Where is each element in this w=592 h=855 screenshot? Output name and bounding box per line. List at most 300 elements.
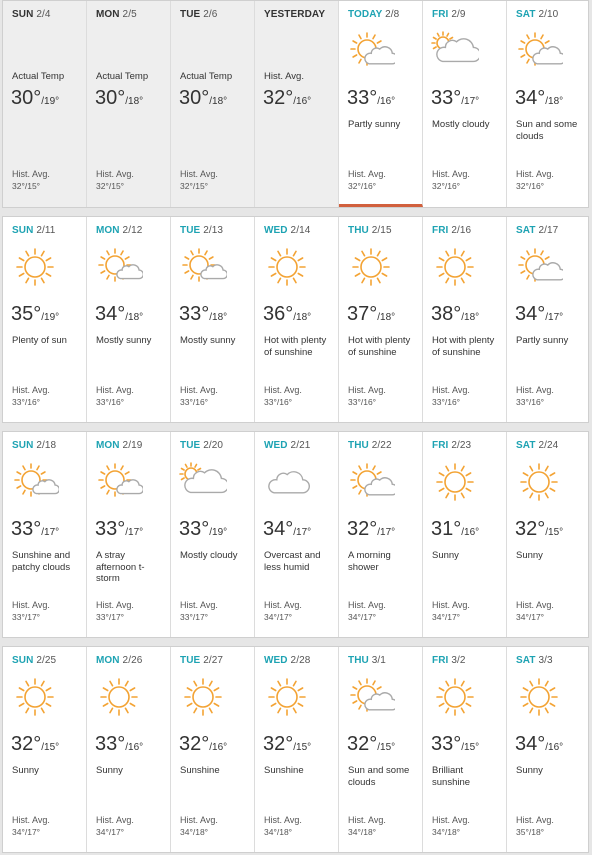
day-of-week: MON xyxy=(96,225,120,236)
day-date: 2/13 xyxy=(203,225,224,236)
day-card[interactable] xyxy=(171,217,255,422)
day-header xyxy=(348,225,392,236)
temperature xyxy=(179,303,227,326)
day-header xyxy=(432,440,471,451)
historical-average xyxy=(516,384,554,408)
mostly-sunny-icon xyxy=(95,462,143,502)
hist-avg-value: 32°/16° xyxy=(516,181,545,191)
day-of-week: SAT xyxy=(516,655,536,666)
day-header xyxy=(96,655,142,666)
condition-text: Sunny xyxy=(12,765,39,776)
low-temp: /15° xyxy=(545,527,564,538)
historical-average xyxy=(264,599,302,623)
hist-avg-value: 32°/15° xyxy=(96,181,125,191)
hist-avg-label: Hist. Avg. xyxy=(348,600,386,610)
high-temp: 33° xyxy=(11,518,42,540)
low-temp: /18° xyxy=(461,312,480,323)
high-temp: 38° xyxy=(431,303,462,325)
temperature xyxy=(95,733,143,756)
sunny-icon xyxy=(263,677,311,717)
day-card[interactable] xyxy=(3,217,87,422)
historical-average xyxy=(348,814,386,838)
cloudy-icon xyxy=(263,462,311,502)
hist-avg-label: Hist. Avg. xyxy=(264,385,302,395)
low-temp: /18° xyxy=(293,312,312,323)
hist-avg-label: Hist. Avg. xyxy=(516,815,554,825)
hist-avg-value: 34°/17° xyxy=(432,612,461,622)
historical-average xyxy=(432,814,470,838)
hist-avg-label: Hist. Avg. xyxy=(264,600,302,610)
high-temp: 33° xyxy=(347,87,378,109)
high-temp: 32° xyxy=(11,733,42,755)
day-card[interactable] xyxy=(507,217,588,422)
historical-average xyxy=(180,599,218,623)
day-of-week: FRI xyxy=(432,440,449,451)
condition-text: Overcast and less humid xyxy=(264,550,321,573)
hist-avg-value: 34°/18° xyxy=(348,827,377,837)
day-date: 3/1 xyxy=(371,655,386,666)
historical-average xyxy=(264,384,302,408)
day-header xyxy=(264,655,310,666)
day-of-week: FRI xyxy=(432,655,449,666)
day-card[interactable] xyxy=(423,217,507,422)
day-date: 2/16 xyxy=(451,225,472,236)
hist-avg-value: 34°/17° xyxy=(516,612,545,622)
high-temp: 35° xyxy=(11,303,42,325)
day-card[interactable] xyxy=(423,432,507,637)
day-of-week: FRI xyxy=(432,9,449,20)
day-of-week: MON xyxy=(96,440,120,451)
condition-text: Sunny xyxy=(516,550,543,561)
hist-avg-value: 32°/15° xyxy=(12,181,41,191)
hist-avg-value: 32°/15° xyxy=(180,181,209,191)
day-header xyxy=(348,440,392,451)
temperature xyxy=(11,87,59,110)
condition-text: Sun and some clouds xyxy=(348,765,410,788)
high-temp: 32° xyxy=(347,518,378,540)
high-temp: 37° xyxy=(347,303,378,325)
day-card[interactable] xyxy=(255,1,339,207)
day-header xyxy=(12,225,55,236)
day-date: 2/6 xyxy=(203,9,218,20)
condition-text: Brilliant sunshine xyxy=(432,765,471,788)
hist-avg-value: 33°/16° xyxy=(180,397,209,407)
hist-avg-label: Hist. Avg. xyxy=(96,600,134,610)
sunny-icon xyxy=(431,677,479,717)
low-temp: /15° xyxy=(41,742,60,753)
day-date: 2/17 xyxy=(538,225,559,236)
day-card[interactable] xyxy=(339,217,423,422)
low-temp: /18° xyxy=(377,312,396,323)
historical-average xyxy=(180,814,218,838)
high-temp: 33° xyxy=(431,733,462,755)
sunny-icon xyxy=(515,677,563,717)
historical-average xyxy=(96,599,134,623)
day-header xyxy=(96,440,142,451)
day-date: 2/20 xyxy=(203,440,224,451)
day-card[interactable] xyxy=(171,1,255,207)
day-of-week: SUN xyxy=(12,440,34,451)
condition-text: Mostly cloudy xyxy=(180,550,238,561)
day-date: 2/12 xyxy=(122,225,143,236)
day-card[interactable] xyxy=(3,647,87,852)
condition-text: A morning shower xyxy=(348,550,391,573)
low-temp: /16° xyxy=(461,527,480,538)
temperature xyxy=(179,733,227,756)
sunny-icon xyxy=(11,247,59,287)
mostly-sunny-icon xyxy=(11,462,59,502)
day-header xyxy=(348,655,386,666)
temp-type-label: Hist. Avg. xyxy=(264,71,304,82)
day-of-week: SUN xyxy=(12,225,34,236)
day-of-week: SAT xyxy=(516,9,536,20)
day-date: 2/15 xyxy=(371,225,392,236)
mostly-sunny-icon xyxy=(179,247,227,287)
hist-avg-value: 32°/16° xyxy=(348,181,377,191)
hist-avg-value: 33°/17° xyxy=(180,612,209,622)
historical-average xyxy=(12,384,50,408)
high-temp: 34° xyxy=(263,518,294,540)
hist-avg-value: 33°/16° xyxy=(12,397,41,407)
hist-avg-label: Hist. Avg. xyxy=(180,385,218,395)
low-temp: /18° xyxy=(209,312,228,323)
high-temp: 31° xyxy=(431,518,462,540)
day-of-week: TUE xyxy=(180,655,201,666)
temperature xyxy=(95,303,143,326)
day-date: 2/9 xyxy=(451,9,466,20)
hist-avg-label: Hist. Avg. xyxy=(12,815,50,825)
partly-sunny-icon xyxy=(515,247,563,287)
low-temp: /18° xyxy=(209,96,228,107)
low-temp: /18° xyxy=(125,96,144,107)
day-date: 3/3 xyxy=(538,655,553,666)
hist-avg-label: Hist. Avg. xyxy=(348,815,386,825)
partly-sunny-icon xyxy=(347,462,395,502)
low-temp: /16° xyxy=(125,742,144,753)
hist-avg-value: 33°/16° xyxy=(96,397,125,407)
condition-text: Hot with plenty of sunshine xyxy=(264,335,327,358)
hist-avg-value: 34°/17° xyxy=(348,612,377,622)
temperature xyxy=(431,87,479,110)
day-header xyxy=(96,9,137,20)
sunny-icon xyxy=(179,677,227,717)
day-header xyxy=(432,655,466,666)
day-date: 2/14 xyxy=(290,225,311,236)
day-date: 2/11 xyxy=(36,225,56,236)
day-header xyxy=(12,9,51,20)
day-card[interactable] xyxy=(507,432,588,637)
day-header xyxy=(516,225,558,236)
day-card[interactable] xyxy=(87,1,171,207)
high-temp: 32° xyxy=(515,518,546,540)
temp-type-label: Actual Temp xyxy=(96,71,149,82)
hist-avg-value: 34°/18° xyxy=(432,827,461,837)
day-card[interactable] xyxy=(171,432,255,637)
low-temp: /16° xyxy=(293,96,312,107)
high-temp: 32° xyxy=(347,733,378,755)
hist-avg-label: Hist. Avg. xyxy=(264,815,302,825)
temperature xyxy=(347,733,395,756)
day-date: 2/4 xyxy=(36,9,51,20)
low-temp: /19° xyxy=(41,96,60,107)
hist-avg-value: 33°/16° xyxy=(264,397,293,407)
hist-avg-label: Hist. Avg. xyxy=(348,385,386,395)
day-card[interactable] xyxy=(255,217,339,422)
high-temp: 30° xyxy=(11,87,42,109)
condition-text: Mostly sunny xyxy=(180,335,236,346)
temperature xyxy=(347,87,395,110)
low-temp: /15° xyxy=(461,742,480,753)
day-date: 2/8 xyxy=(385,9,400,20)
historical-average xyxy=(96,384,134,408)
day-date: 2/5 xyxy=(122,9,137,20)
day-of-week: SAT xyxy=(516,440,536,451)
week-row xyxy=(2,0,589,208)
hist-avg-label: Hist. Avg. xyxy=(180,600,218,610)
historical-average xyxy=(516,814,554,838)
low-temp: /17° xyxy=(41,527,60,538)
sunny-icon xyxy=(431,462,479,502)
temperature xyxy=(263,518,311,541)
condition-text: Mostly sunny xyxy=(96,335,152,346)
hist-avg-value: 33°/17° xyxy=(12,612,41,622)
day-card[interactable] xyxy=(423,1,507,207)
historical-average xyxy=(348,168,386,192)
hist-avg-label: Hist. Avg. xyxy=(12,385,50,395)
high-temp: 34° xyxy=(95,303,126,325)
day-date: 3/2 xyxy=(451,655,466,666)
high-temp: 34° xyxy=(515,87,546,109)
temperature xyxy=(179,87,227,110)
high-temp: 30° xyxy=(179,87,210,109)
low-temp: /15° xyxy=(377,742,396,753)
condition-text: Plenty of sun xyxy=(12,335,67,346)
day-of-week: MON xyxy=(96,9,120,20)
day-date: 2/10 xyxy=(538,9,559,20)
historical-average xyxy=(432,168,470,192)
day-header xyxy=(180,440,223,451)
historical-average xyxy=(180,168,218,192)
low-temp: /15° xyxy=(293,742,312,753)
hist-avg-value: 33°/17° xyxy=(96,612,125,622)
day-date: 2/25 xyxy=(36,655,57,666)
hist-avg-value: 34°/18° xyxy=(264,827,293,837)
day-card[interactable] xyxy=(507,1,588,207)
day-of-week: TUE xyxy=(180,225,201,236)
hist-avg-value: 33°/16° xyxy=(516,397,545,407)
day-date: 2/22 xyxy=(371,440,392,451)
low-temp: /18° xyxy=(545,96,564,107)
low-temp: /16° xyxy=(545,742,564,753)
low-temp: /17° xyxy=(125,527,144,538)
temperature xyxy=(431,733,479,756)
day-header xyxy=(264,440,310,451)
low-temp: /19° xyxy=(41,312,60,323)
week-row xyxy=(2,216,589,423)
historical-average xyxy=(348,599,386,623)
hist-avg-label: Hist. Avg. xyxy=(96,169,134,179)
temperature xyxy=(263,733,311,756)
high-temp: 32° xyxy=(263,733,294,755)
hist-avg-value: 35°/18° xyxy=(516,827,545,837)
temperature xyxy=(431,518,479,541)
hist-avg-label: Hist. Avg. xyxy=(180,815,218,825)
historical-average xyxy=(12,814,50,838)
historical-average xyxy=(516,168,554,192)
day-date: 2/24 xyxy=(538,440,559,451)
mostly-cloudy-icon xyxy=(179,462,227,502)
mostly-cloudy-icon xyxy=(431,31,479,71)
temperature xyxy=(95,518,143,541)
hist-avg-label: Hist. Avg. xyxy=(516,169,554,179)
day-of-week: FRI xyxy=(432,225,449,236)
day-of-week: SUN xyxy=(12,9,34,20)
day-of-week: THU xyxy=(348,655,369,666)
sunny-icon xyxy=(95,677,143,717)
condition-text: Sun and some clouds xyxy=(516,119,578,142)
day-card[interactable] xyxy=(171,647,255,852)
day-of-week: TUE xyxy=(180,440,201,451)
temperature xyxy=(515,518,563,541)
hist-avg-label: Hist. Avg. xyxy=(432,600,470,610)
historical-average xyxy=(348,384,386,408)
temperature xyxy=(347,518,395,541)
hist-avg-label: Hist. Avg. xyxy=(96,815,134,825)
day-of-week: WED xyxy=(264,440,288,451)
day-card[interactable] xyxy=(339,1,423,207)
high-temp: 34° xyxy=(515,733,546,755)
condition-text: Mostly cloudy xyxy=(432,119,490,130)
sunny-icon xyxy=(11,677,59,717)
high-temp: 32° xyxy=(179,733,210,755)
temperature xyxy=(263,303,311,326)
hist-avg-label: Hist. Avg. xyxy=(432,815,470,825)
day-of-week: WED xyxy=(264,225,288,236)
day-date: 2/27 xyxy=(203,655,224,666)
day-of-week: THU xyxy=(348,225,369,236)
day-card[interactable] xyxy=(507,647,588,852)
day-card[interactable] xyxy=(3,432,87,637)
temperature xyxy=(263,87,311,110)
day-card[interactable] xyxy=(3,1,87,207)
hist-avg-label: Hist. Avg. xyxy=(432,169,470,179)
hist-avg-label: Hist. Avg. xyxy=(516,385,554,395)
high-temp: 32° xyxy=(263,87,294,109)
partly-sunny-icon xyxy=(347,31,395,71)
condition-text: Hot with plenty of sunshine xyxy=(432,335,495,358)
day-date: 2/26 xyxy=(122,655,143,666)
low-temp: /18° xyxy=(125,312,144,323)
day-header xyxy=(96,225,142,236)
high-temp: 33° xyxy=(179,518,210,540)
day-of-week: MON xyxy=(96,655,120,666)
day-of-week: TODAY xyxy=(348,9,383,20)
hist-avg-value: 34°/17° xyxy=(96,827,125,837)
high-temp: 33° xyxy=(179,303,210,325)
condition-text: Sunshine xyxy=(180,765,220,776)
day-header xyxy=(12,655,56,666)
low-temp: /16° xyxy=(209,742,228,753)
condition-text: Partly sunny xyxy=(348,119,401,130)
day-header xyxy=(516,440,558,451)
high-temp: 33° xyxy=(431,87,462,109)
day-date: 2/19 xyxy=(122,440,143,451)
day-date: 2/28 xyxy=(290,655,311,666)
day-header xyxy=(180,9,217,20)
hist-avg-label: Hist. Avg. xyxy=(432,385,470,395)
temperature xyxy=(515,733,563,756)
high-temp: 33° xyxy=(95,518,126,540)
hist-avg-label: Hist. Avg. xyxy=(180,169,218,179)
condition-text: Sunny xyxy=(96,765,123,776)
high-temp: 30° xyxy=(95,87,126,109)
condition-text: Sunshine xyxy=(264,765,304,776)
historical-average xyxy=(516,599,554,623)
historical-average xyxy=(432,384,470,408)
day-card[interactable] xyxy=(339,432,423,637)
temp-type-label: Actual Temp xyxy=(180,71,233,82)
day-header xyxy=(264,225,310,236)
hist-avg-label: Hist. Avg. xyxy=(12,169,50,179)
day-card[interactable] xyxy=(87,432,171,637)
low-temp: /17° xyxy=(293,527,312,538)
week-row xyxy=(2,431,589,638)
hist-avg-value: 34°/17° xyxy=(264,612,293,622)
temp-type-label: Actual Temp xyxy=(12,71,65,82)
historical-average xyxy=(264,814,302,838)
condition-text: Partly sunny xyxy=(516,335,569,346)
temperature xyxy=(515,303,563,326)
condition-text: Sunny xyxy=(432,550,459,561)
hist-avg-value: 33°/16° xyxy=(432,397,461,407)
hist-avg-value: 34°/18° xyxy=(180,827,209,837)
condition-text: Sunny xyxy=(516,765,543,776)
day-header xyxy=(516,9,558,20)
day-header xyxy=(264,9,325,20)
temperature xyxy=(347,303,395,326)
partly-sunny-icon xyxy=(515,31,563,71)
day-header xyxy=(516,655,553,666)
day-card[interactable] xyxy=(87,217,171,422)
day-of-week: SAT xyxy=(516,225,536,236)
historical-average xyxy=(12,168,50,192)
hist-avg-label: Hist. Avg. xyxy=(516,600,554,610)
high-temp: 34° xyxy=(515,303,546,325)
low-temp: /19° xyxy=(209,527,228,538)
day-card[interactable] xyxy=(255,647,339,852)
hist-avg-value: 33°/16° xyxy=(348,397,377,407)
day-header xyxy=(432,9,466,20)
hist-avg-value: 34°/17° xyxy=(12,827,41,837)
temperature xyxy=(179,518,227,541)
day-card[interactable] xyxy=(255,432,339,637)
condition-text: Sunshine and patchy clouds xyxy=(12,550,71,573)
day-card[interactable] xyxy=(87,647,171,852)
day-header xyxy=(348,9,399,20)
day-date: 2/21 xyxy=(290,440,311,451)
low-temp: /16° xyxy=(377,96,396,107)
historical-average xyxy=(96,168,134,192)
historical-average xyxy=(432,599,470,623)
temperature xyxy=(11,303,59,326)
day-card[interactable] xyxy=(423,647,507,852)
day-of-week: SUN xyxy=(12,655,34,666)
sunny-icon xyxy=(347,247,395,287)
day-card[interactable] xyxy=(339,647,423,852)
day-of-week: THU xyxy=(348,440,369,451)
historical-average xyxy=(12,599,50,623)
high-temp: 33° xyxy=(95,733,126,755)
